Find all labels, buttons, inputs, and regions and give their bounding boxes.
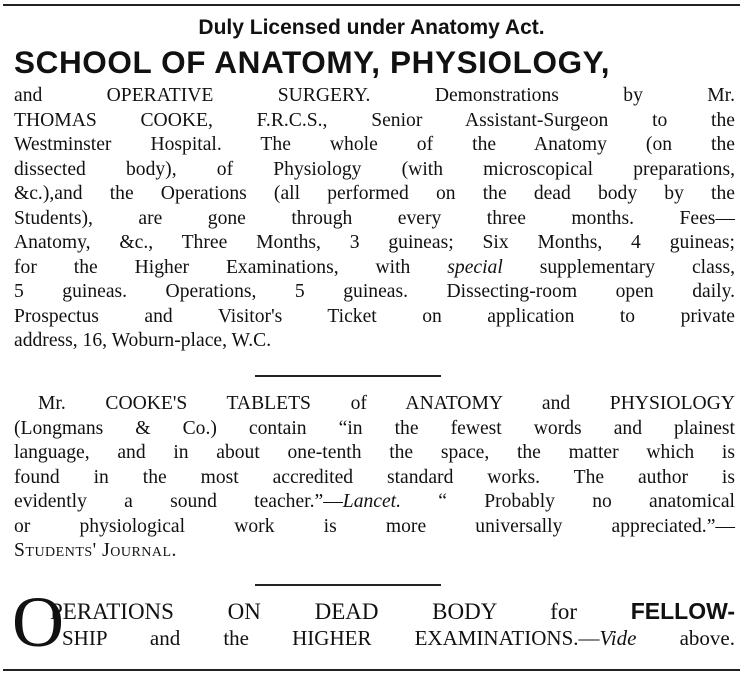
text-line: Mr. COOKE'S TABLETS of ANATOMY and PHYSIOLOGY (38, 393, 735, 414)
text-line: address, 16, Woburn-place, W.C. (14, 330, 272, 351)
text-line: Anatomy, &c., Three Months, 3 guineas; Six Months, 4 guineas; (14, 232, 735, 253)
text-line (14, 539, 735, 564)
tablets-advert-body (14, 392, 735, 564)
text-line: Westminster Hospital. The whole of the Anatomy (on the (14, 134, 735, 155)
text-line (14, 256, 735, 281)
text-line: or physiological work is more universally appreciated.”— (14, 515, 735, 537)
separator-rule (255, 584, 441, 586)
text-span: supplementary class, (539, 256, 735, 278)
top-border (3, 4, 740, 6)
school-advert-body (14, 84, 735, 354)
citation-lancet: Lancet. (342, 491, 402, 512)
citation-students-journal: Students' Journal. (14, 540, 177, 561)
text-line: and OPERATIVE SURGERY. Demonstrations by Mr. (14, 85, 735, 106)
text-line: THOMAS COOKE, F.R.C.S., Senior Assistant-Surgeon to the (14, 109, 735, 131)
bottom-border (3, 669, 740, 671)
emphasis-special: special (447, 256, 503, 278)
text-line: language, and in about one-tenth the space, the matter which is (14, 442, 735, 463)
text-span: “ Probably no anatomical (438, 491, 735, 512)
text-line (50, 598, 735, 625)
text-line: Prospectus and Visitor's Ticket on application to private (14, 305, 735, 327)
text-line: 5 guineas. Operations, 5 guineas. Dissecting-room open daily. (14, 281, 735, 302)
license-notice: Duly Licensed under Anatomy Act. (198, 16, 545, 39)
emphasis-vide: Vide (599, 626, 637, 650)
text-span: evidently a sound teacher.”— (14, 491, 343, 512)
text-line: (Longmans & Co.) contain “in the fewest words and plainest (14, 417, 735, 439)
text-line: dissected body), of Physiology (with microscopical preparations, (14, 158, 735, 180)
text-span: PERATIONS ON DEAD BODY for (50, 599, 577, 624)
text-line: found in the most accredited standard works. The author is (14, 466, 735, 488)
text-span: above. (679, 626, 735, 650)
separator-rule (255, 375, 441, 377)
bold-fellowship: FELLOW- (630, 598, 735, 624)
school-title: SCHOOL OF ANATOMY, PHYSIOLOGY, (14, 44, 611, 80)
text-line (62, 626, 735, 651)
text-line: &c.),and the Operations (all performed on the dead body by the (14, 183, 735, 204)
drop-cap: O (12, 582, 64, 662)
text-span: SHIP and the HIGHER EXAMINATIONS.— (62, 626, 600, 650)
text-line: Students), are gone through every three months. Fees— (14, 207, 735, 229)
text-line (14, 490, 735, 515)
operations-advert (12, 582, 738, 662)
text-span: for the Higher Examinations, with (14, 256, 411, 278)
